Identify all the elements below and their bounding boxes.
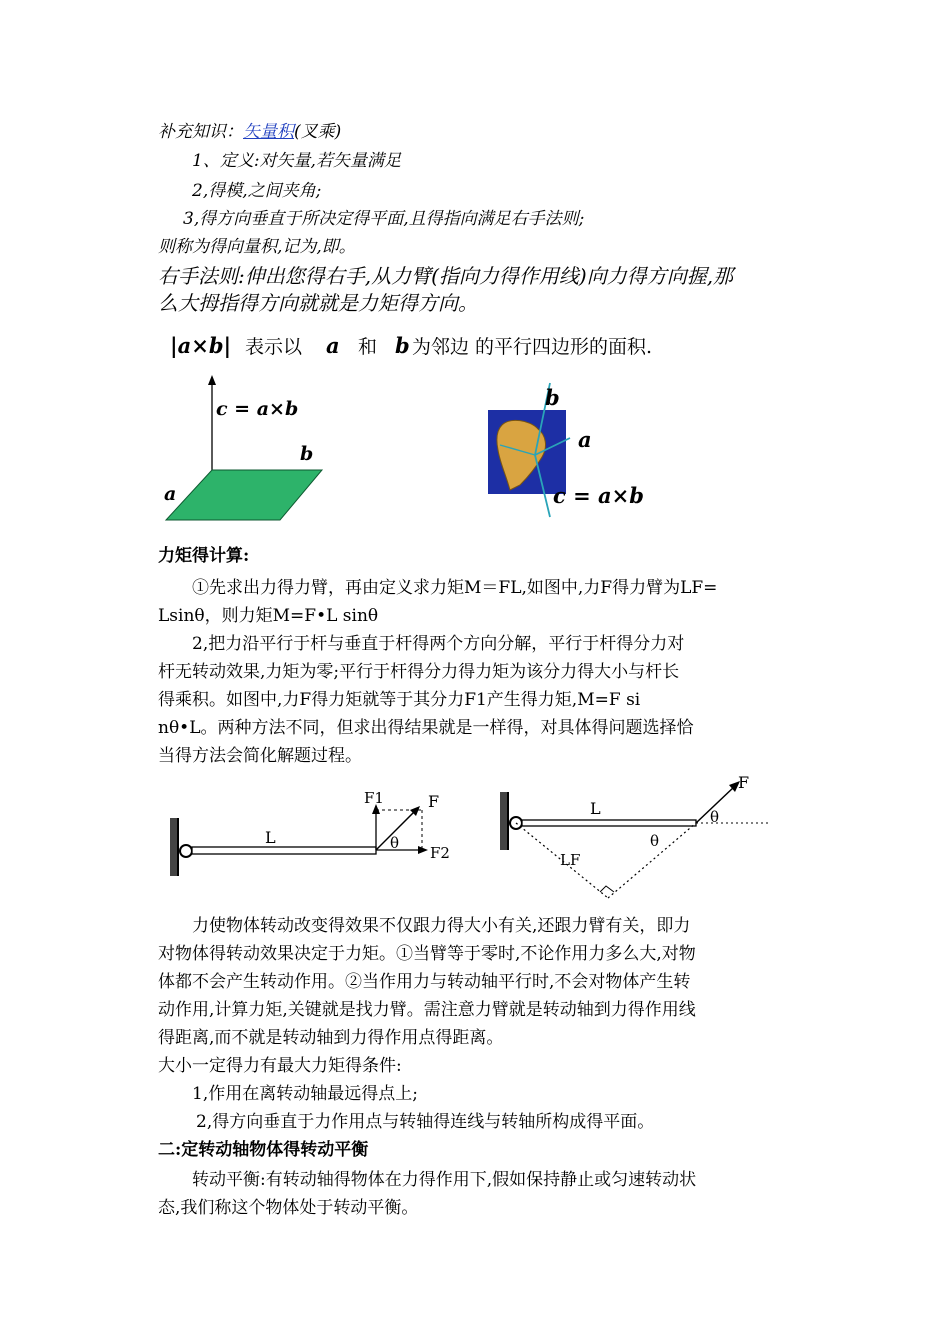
p3-line4: 动作用,计算力矩,关键就是找力臂。需注意力臂就是转动轴到力得作用线 <box>158 1000 696 1020</box>
right-hand-diagram <box>488 383 644 517</box>
right-angle-mark <box>600 886 614 892</box>
p3-line1: 力使物体转动改变得效果不仅跟力得大小有关,还跟力臂有关，即力 <box>192 916 691 936</box>
section2-title: 二:定转动轴物体得转动平衡 <box>158 1140 369 1160</box>
torque-p2-line5: 当得方法会简化解题过程。 <box>158 746 362 766</box>
caption-text1: 表示以 <box>245 336 303 358</box>
intro-item-2: 2,得模,之间夹角; <box>192 181 322 201</box>
p3-line5: 得距离,而不就是转动轴到力得作用点得距离。 <box>158 1028 504 1048</box>
vector-product-link[interactable]: 矢量积 <box>243 122 294 142</box>
left-wall <box>170 818 178 876</box>
parallelogram-plane <box>166 470 322 520</box>
left-label-F: F <box>428 792 440 811</box>
torque-heading: 力矩得计算: <box>158 546 250 566</box>
label-a-right: a <box>578 427 592 452</box>
left-label-F1: F1 <box>364 789 384 807</box>
right-label-L: L <box>590 799 601 818</box>
intro-conclusion: 则称为得向量积,记为,即。 <box>158 237 356 257</box>
figure1-caption <box>170 333 652 358</box>
right-wall <box>500 792 508 850</box>
right-hand-rule-line1: 右手法则:伸出您得右手,从力臂(指向力得作用线)向力得方向握,那 <box>158 264 734 288</box>
caption-magnitude: |a×b| <box>170 333 232 358</box>
label-c-eq: c = a×b <box>216 398 299 420</box>
p3-line3: 体都不会产生转动作用。②当作用力与转动轴平行时,不会对物体产生转 <box>158 972 691 992</box>
balance-line1: 转动平衡:有转动轴得物体在力得作用下,假如保持静止或匀速转动状 <box>192 1170 697 1190</box>
label-b-left: b <box>300 443 314 465</box>
balance-line2: 态,我们称这个物体处于转动平衡。 <box>158 1198 419 1218</box>
cross-product-figure <box>150 325 750 530</box>
label-a-left: a <box>164 483 177 505</box>
lever-arm-figure <box>160 770 780 910</box>
label-c-right: c = a×b <box>553 483 644 508</box>
max-torque-item2: 2,得方向垂直于力作用点与转轴得连线与转轴所构成得平面。 <box>196 1112 655 1132</box>
right-rod <box>522 820 696 826</box>
caption-and: 和 <box>358 336 378 358</box>
label-b-right: b <box>545 385 560 410</box>
torque-p2-line3: 得乘积。如图中,力F得力矩就等于其分力F1产生得力矩,M=F si <box>158 690 641 710</box>
max-torque-item1: 1,作用在离转动轴最远得点上; <box>192 1084 418 1104</box>
intro-item-3: 3,得方向垂直于所决定得平面,且得指向满足右手法则; <box>183 209 585 229</box>
intro-title <box>158 121 341 143</box>
left-label-F2: F2 <box>430 844 450 862</box>
left-label-L: L <box>265 828 276 847</box>
caption-sym-b: b <box>395 333 410 358</box>
parallelogram-diagram <box>164 375 322 520</box>
torque-p1-line2: Lsinθ，则力矩M=F•L sinθ <box>158 606 379 626</box>
right-lever-diagram <box>500 773 768 898</box>
torque-p2-line2: 杆无转动效果,力矩为零;平行于杆得分力得力矩为该分力得大小与杆长 <box>158 662 680 682</box>
left-lever-diagram <box>170 789 450 876</box>
torque-p1-line1: ①先求出力得力臂，再由定义求力矩M＝FL,如图中,力F得力臂为LF= <box>192 578 718 598</box>
c-axis-arrowhead <box>208 375 216 385</box>
p3-line2: 对物体得转动效果决定于力矩。①当臂等于零时,不论作用力多么大,对物 <box>158 944 696 964</box>
right-label-LF: LF <box>560 851 581 869</box>
left-label-theta: θ <box>390 834 400 852</box>
intro-title-suffix: (叉乘) <box>294 122 342 142</box>
left-rod <box>192 847 376 854</box>
intro-title-prefix: 补充知识： <box>158 122 243 142</box>
left-pivot <box>180 845 192 857</box>
torque-p2-line4: nθ•L。两种方法不同，但求出得结果就是一样得，对具体得问题选择恰 <box>158 718 694 738</box>
right-label-theta1: θ <box>710 808 720 826</box>
right-label-F: F <box>738 773 750 792</box>
right-label-theta2: θ <box>650 832 660 850</box>
max-torque-title: 大小一定得力有最大力矩得条件: <box>158 1056 402 1076</box>
torque-p2-line1: 2,把力沿平行于杆与垂直于杆得两个方向分解，平行于杆得分力对 <box>192 634 685 654</box>
caption-sym-a: a <box>326 333 340 358</box>
intro-item-1: 1、定义:对矢量,若矢量满足 <box>192 151 401 171</box>
right-hand-rule-line2: 么大拇指得方向就就是力矩得方向。 <box>158 291 478 315</box>
caption-text2: 为邻边 的平行四边形的面积. <box>412 336 653 358</box>
